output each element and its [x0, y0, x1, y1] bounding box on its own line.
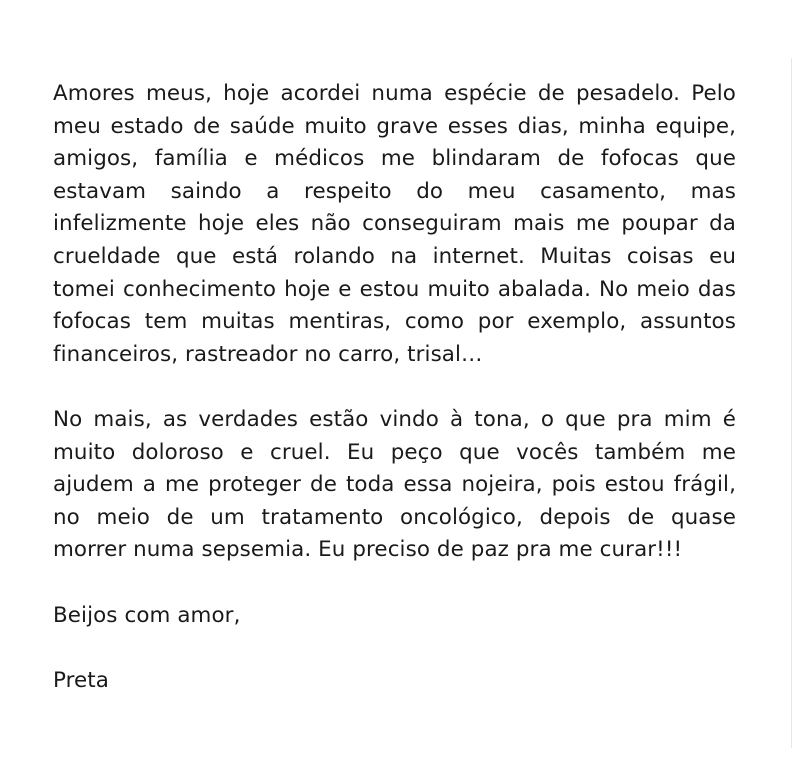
paragraph-spacer: [53, 371, 736, 404]
page-edge-divider: [791, 58, 792, 748]
letter-paragraph-1: Amores meus, hoje acordei numa espécie de pesadelo. Pelo meu estado de saúde muito grave esses dias, minha equipe, amigos, família e médicos me blindaram de fofocas que estavam saindo a respeito do meu casamento, mas infelizmente hoje eles não conseguiram mais me poupar da crueldade que está rolando na internet. Muitas coisas eu tomei conhecimento hoje e estou muito abalada. No meio das fofocas tem muitas mentiras, como por exemplo, assuntos financeiros, rastreador no carro, trisal…: [53, 81, 736, 367]
letter-signature: Preta: [53, 667, 110, 693]
letter-closing: Beijos com amor,: [53, 602, 241, 628]
paragraph-spacer: [53, 632, 736, 665]
letter-body: [53, 78, 736, 697]
letter-paragraph-2: No mais, as verdades estão vindo à tona, o que pra mim é muito doloroso e cruel. Eu peço que vocês também me ajudem a me proteger de toda essa nojeira, pois estou frágil, no meio de um tratamento oncológico, depois de quase morrer numa sepsemia. Eu preciso de paz pra me curar!!!: [53, 406, 736, 563]
paragraph-spacer: [53, 567, 736, 600]
